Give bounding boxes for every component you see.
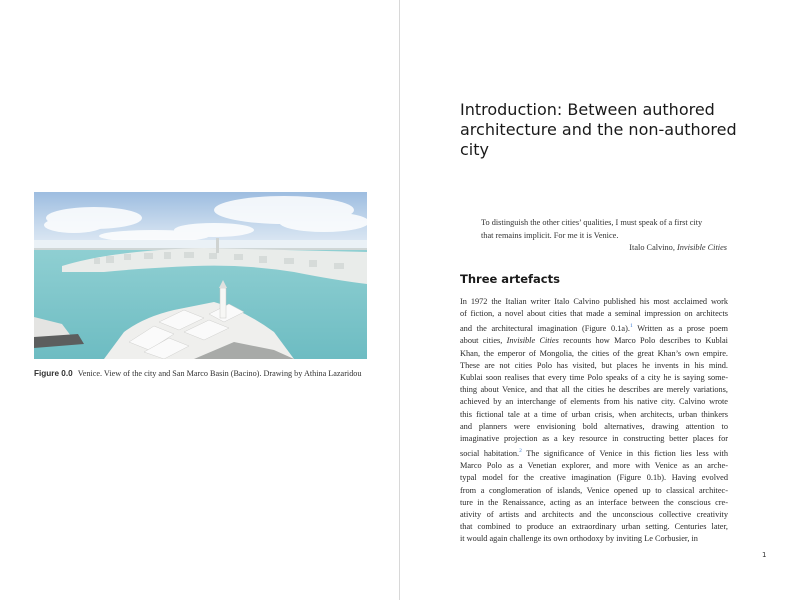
- body-line: In 1972 the Italian writer Italo Calvino published his most acclaimed work: [460, 297, 728, 306]
- body-text-segment: recounts how Marco Polo describes to Kublai: [558, 336, 728, 346]
- book-title-italic: Invisible Cities: [506, 336, 559, 346]
- body-line: typal model for the creative imagination (Figure 0.1b). Having evolved: [460, 473, 728, 483]
- body-text-segment: and the architectural imagination (Figure 0.1a).: [460, 324, 630, 334]
- body-line: ture in the Renaissance, acting as an interface between the conscious cre-: [460, 497, 728, 507]
- epigraph: [481, 217, 727, 255]
- body-line: thing about Venice, and that all the cities he describes are merely variations,: [460, 385, 728, 395]
- body-line: of fiction, a novel about cities that made a seminal impression on architects: [460, 309, 728, 319]
- body-line: ativity of artists and architects and the unconscious collective creativity: [460, 509, 728, 519]
- venice-figure-image: [34, 192, 367, 359]
- figure-caption: [34, 368, 364, 380]
- figure-label: Figure 0.0: [34, 369, 73, 378]
- body-text: [460, 296, 728, 546]
- epigraph-author: Italo Calvino,: [629, 243, 677, 252]
- page-number: 1: [762, 551, 767, 559]
- body-text-segment: social habitation.: [460, 448, 520, 458]
- body-line: Khan, the emperor of Mongolia, the cities of the great Khan’s own empire.: [460, 348, 728, 358]
- footnote-link-2[interactable]: 2: [519, 448, 522, 455]
- section-title: Three artefacts: [460, 272, 560, 286]
- epigraph-line-2: that remains implicit. For me it is Venice.: [481, 230, 619, 240]
- body-line: [460, 320, 728, 335]
- body-line: from a conglomeration of islands, Venice opened up to classical architec-: [460, 485, 728, 495]
- epigraph-attribution: [481, 242, 727, 255]
- figure-caption-text: Venice. View of the city and San Marco Basin (Bacino). Drawing by Athina Lazaridou: [77, 369, 362, 378]
- body-line: Marco Polo as a Venetian explorer, and more with Venice as an arche-: [460, 461, 728, 471]
- body-line: [460, 335, 728, 347]
- right-page: [400, 0, 800, 600]
- body-text-segment: The significance of Venice in this fiction lies less with: [521, 448, 728, 458]
- epigraph-source: Invisible Cities: [676, 243, 727, 252]
- body-line: this fictional tale at a time of urban crisis, when architects, urban thinkers: [460, 409, 728, 419]
- footnote-link-1[interactable]: 1: [629, 323, 633, 330]
- body-line: it would again challenge its own orthodoxy by inviting Le Corbusier, in: [460, 534, 698, 544]
- chapter-title: Introduction: Between authored architecture and the non-authored city: [460, 100, 737, 159]
- body-line: Kublai soon realises that every time Polo speaks of a city he is saying some-: [460, 372, 728, 382]
- body-line: and planners were envisioning bold alternatives, drawing attention to: [460, 421, 728, 431]
- body-text-segment: about cities,: [460, 336, 507, 346]
- epigraph-line-1: To distinguish the other cities’ qualities, I must speak of a first city: [481, 218, 703, 227]
- body-text-segment: Written as a prose poem: [632, 324, 728, 334]
- body-line: These are not cities Polo has visited, but places he invents in his mind.: [460, 360, 728, 370]
- body-line: achieved by an interchange of elements from his native city. Calvino wrote: [460, 397, 728, 407]
- body-line: that combined to produce an extraordinary urban setting. Centuries later,: [460, 522, 728, 532]
- body-line: [460, 445, 728, 460]
- body-line: imaginative projection as a key resource in constructing better places for: [460, 434, 728, 443]
